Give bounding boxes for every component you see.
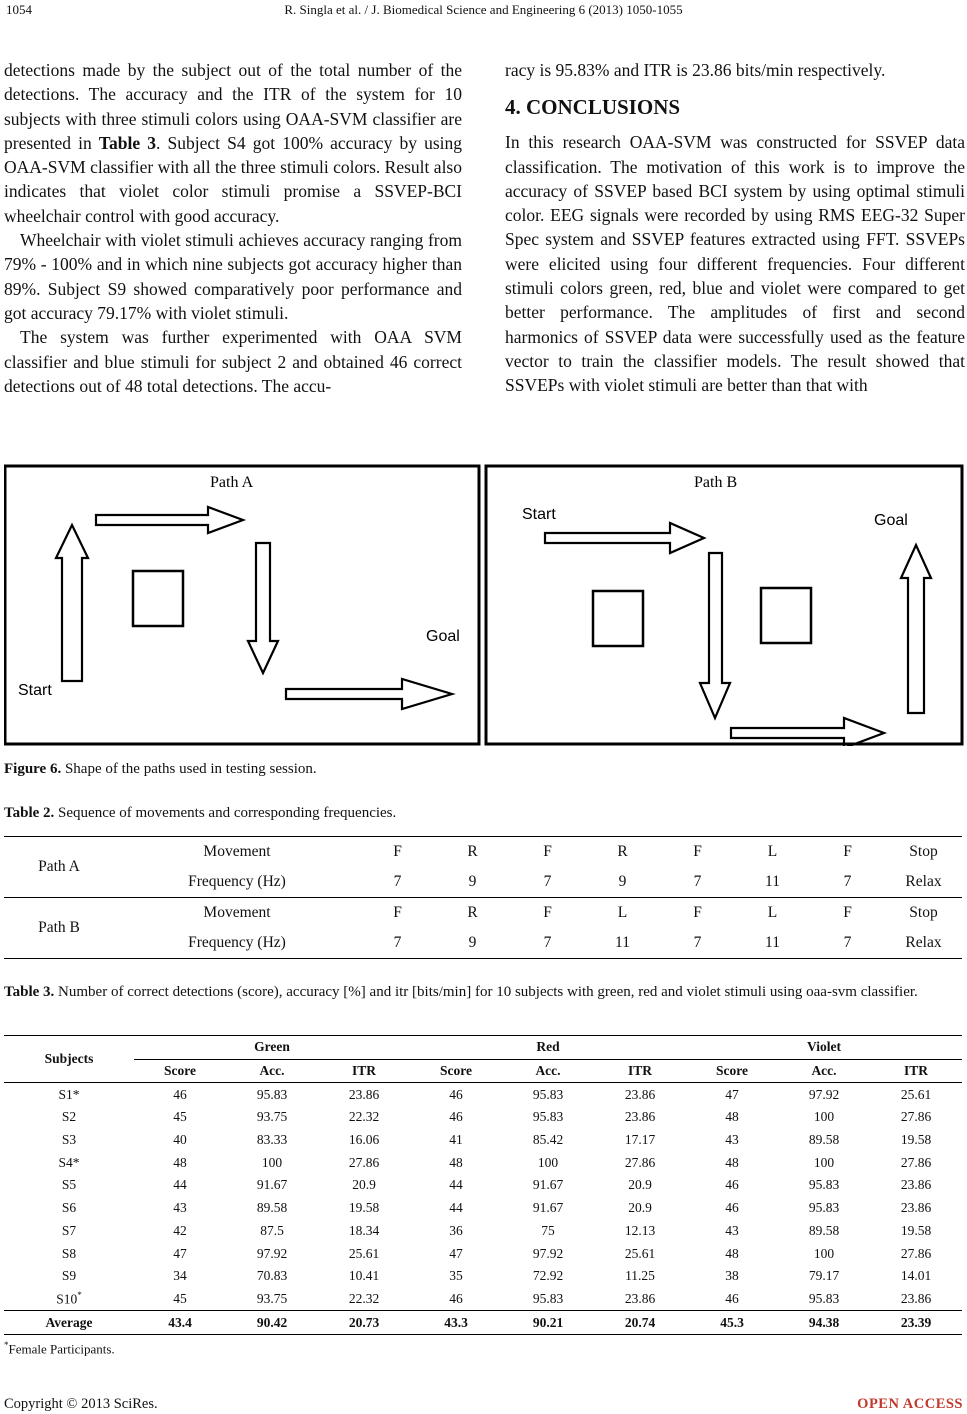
table-cell: Relax [885,928,962,959]
arrow-up-icon [56,525,88,681]
column-header: Score [410,1059,502,1083]
table-cell: 46 [725,1200,739,1216]
arrow-right-icon [545,523,704,553]
table-cell: 79.17 [808,1268,840,1284]
table-cell: Relax [885,867,962,898]
table-cell: 12.13 [624,1222,656,1238]
table-cell: 23.39 [870,1311,962,1335]
table-cell: Stop [885,837,962,868]
table-cell: 47 [449,1245,463,1261]
group-header: Green [134,1036,410,1060]
running-head: R. Singla et al. / J. Biomedical Science and Engineering 6 (2013) 1050-1055 [284,2,683,17]
paragraph: racy is 95.83% and ITR is 23.86 bits/min respectively. [505,60,886,80]
table-cell: 27.86 [900,1154,932,1170]
table-cell: 90.21 [502,1311,594,1335]
column-header: ITR [318,1059,410,1083]
table-cell: 27.86 [900,1245,932,1261]
table-cell: 34 [173,1268,187,1284]
table-cell: 44 [449,1200,463,1216]
page-header [0,0,967,22]
table-cell: L [735,837,810,868]
subject-cell [4,1288,134,1311]
subject-id: S9 [61,1268,77,1284]
table-row [4,928,962,959]
right-column [505,58,965,398]
table-cell: 11 [585,928,660,959]
paragraph: In this research OAA-SVM was constructed for SSVEP data classification. The motivation of this work is to improve the accuracy of SSVEP based BCI system by using optimal stimuli color. EEG signals were recorded by using RMS EEG-32 Super Spec system and SSVEP features extracted using FFT. SSVEPs were elicited using four different frequencies. Four different stimuli colors green, red, blue and violet were compared to get better performance. The amplitudes of first and second harmonics of SSVEP data were successfully used as the feature vector to train the classifier models. The result showed that SSVEPs with violet stimuli are better than that with [505,132,965,396]
subject-cell [4,1129,134,1152]
table-row [4,1129,962,1152]
table-cell: 20.9 [352,1177,376,1193]
subject-cell [4,1265,134,1288]
table-cell: 20.74 [594,1311,686,1335]
table-cell: 25.61 [900,1086,932,1102]
table-cell: Stop [909,904,938,921]
caption-text: Number of correct detections (score), accuracy [%] and itr [bits/min] for 10 subjects with green, red and violet stimuli using oaa-svm classifier. [54,984,918,1000]
table-cell: 36 [449,1222,463,1238]
table-cell: 9 [435,867,510,898]
table-cell: 90.42 [226,1311,318,1335]
table-cell: 91.67 [532,1177,564,1193]
table-3 [4,1035,962,1335]
table-cell: L [767,904,778,921]
table-cell: 46 [173,1086,187,1102]
caption-text: Sequence of movements and corresponding frequencies. [54,805,397,821]
path-cell: Path B [4,898,114,959]
table-cell: 9 [585,867,660,898]
arrow-right-icon [286,679,452,709]
table-cell: 7 [510,867,585,898]
footnote-marker: * [4,1340,9,1350]
caption-label: Table 2. [4,805,55,821]
table-cell: 23.86 [348,1086,380,1102]
table-cell: 43 [725,1222,739,1238]
table-cell: 20.73 [318,1311,410,1335]
subject-cell [4,1220,134,1243]
footnote [4,1340,115,1357]
table-cell: 95.83 [808,1200,840,1216]
table-cell: 95.83 [808,1177,840,1193]
row-label: Movement [114,837,360,868]
table-cell: R [585,837,660,868]
table-cell: 45 [173,1109,187,1125]
table-cell: F [843,904,852,921]
column-header: Acc. [502,1059,594,1083]
table-row [4,837,962,868]
column-header: Score [134,1059,226,1083]
table-cell: 46 [725,1290,739,1306]
table-cell: 70.83 [256,1268,288,1284]
table-cell: 48 [449,1154,463,1170]
table-row [4,898,962,929]
table-row [4,1151,962,1174]
table-cell: F [810,837,885,868]
figure-caption [4,761,317,778]
table-cell: 43 [725,1132,739,1148]
table-row [4,1197,962,1220]
table-cell: 44 [173,1177,187,1193]
table-cell: 100 [813,1109,835,1125]
table-row [4,1265,962,1288]
table-cell: 91.67 [256,1177,288,1193]
table-cell: 45.3 [686,1311,778,1335]
table-cell: 22.32 [348,1290,380,1306]
table-cell: 85.42 [532,1132,564,1148]
table-cell: 95.83 [256,1086,288,1102]
table-cell: 91.67 [532,1200,564,1216]
table-cell: 95.83 [808,1290,840,1306]
table-cell: 27.86 [900,1109,932,1125]
table-cell: 95.83 [532,1086,564,1102]
row-label: Frequency (Hz) [114,928,360,959]
table-cell: 11 [735,867,810,898]
subject-cell [4,1106,134,1129]
table-cell: 11 [735,928,810,959]
table-body [4,1083,962,1311]
table-cell: 42 [173,1222,187,1238]
row-label: Frequency (Hz) [114,867,360,898]
subject-id: S7 [61,1222,77,1238]
table-cell: 100 [813,1245,835,1261]
table-cell: 47 [725,1086,739,1102]
path-b-start-label: Start [522,506,556,523]
caption-label: Table 3. [4,984,55,1000]
subject-cell [4,1174,134,1197]
table-cell: 83.33 [256,1132,288,1148]
table-cell: R [467,904,478,921]
table-cell: 23.86 [624,1290,656,1306]
open-access-badge[interactable]: OPEN ACCESS [857,1396,963,1412]
table-cell: F [510,837,585,868]
table-cell: 93.75 [256,1290,288,1306]
path-a-start-label: Start [18,682,52,699]
table-cell: 23.86 [624,1109,656,1125]
table-cell: 22.32 [348,1109,380,1125]
average-row [4,1311,962,1335]
table-row [4,1083,962,1106]
path-diagram [4,463,964,746]
path-b-label: Path B [694,474,738,491]
table-cell: 10.41 [348,1268,380,1284]
path-b-goal-label: Goal [874,512,908,529]
table-cell: 72.92 [532,1268,564,1284]
table-cell: 43.4 [134,1311,226,1335]
table-cell: 19.58 [348,1200,380,1216]
section-title: 4. CONCLUSIONS [505,95,681,120]
left-column [4,58,462,398]
subject-id: S5 [61,1177,77,1193]
arrow-down-icon [248,543,278,673]
table-cell: 7 [360,867,435,898]
table-cell: 27.86 [624,1154,656,1170]
table-cell: 23.86 [900,1290,932,1306]
arrow-down-icon [700,553,730,718]
column-header: ITR [870,1059,962,1083]
subject-cell [4,1242,134,1265]
table-cell: 93.75 [256,1109,288,1125]
column-header: Acc. [778,1059,870,1083]
table-cell: 46 [449,1086,463,1102]
table-cell: 23.86 [900,1177,932,1193]
table-cell: 19.58 [900,1132,932,1148]
table-cell: 20.9 [628,1177,652,1193]
arrow-right-icon [96,507,243,533]
table-cell: 46 [449,1290,463,1306]
table-2 [4,836,962,959]
paragraph-text: . Subject S4 got 100% accuracy by using OAA-SVM classifier with all the three stimuli colors. Result also indicates that violet color stimuli promise a SSVEP-BCI wheelchair control with good accuracy. [4,132,462,226]
subject-cell [4,1197,134,1220]
subject-cell [4,1151,134,1174]
table-row [4,1174,962,1197]
obstacle-square [133,571,183,626]
paragraph [4,58,462,228]
table-cell: 7 [660,928,735,959]
table-cell: 100 [261,1154,283,1170]
table-cell: L [617,904,628,921]
page-number: 1054 [6,2,32,17]
table-reference-link[interactable]: Table 3 [98,132,156,153]
table-cell: R [435,837,510,868]
table-cell: 89.58 [256,1200,288,1216]
arrow-right-icon [731,718,884,746]
footnote-marker: * [77,1290,82,1301]
table-cell: 14.01 [900,1268,932,1284]
table-cell: 27.86 [348,1154,380,1170]
table-cell: 41 [449,1132,463,1148]
table-cell: 40 [173,1132,187,1148]
table-cell: 23.86 [624,1086,656,1102]
table-cell: 43.3 [410,1311,502,1335]
table-cell: 11.25 [625,1268,655,1284]
table-cell: 48 [725,1154,739,1170]
table-cell: 19.58 [900,1222,932,1238]
arrow-up-icon [901,545,931,713]
table-cell: F [360,837,435,868]
table-cell: 20.9 [628,1200,652,1216]
subject-cell [4,1083,134,1106]
table-cell: 100 [537,1154,559,1170]
table-cell: 9 [435,928,510,959]
path-a-panel [5,466,479,744]
column-header: Score [686,1059,778,1083]
table-cell: 75 [541,1222,555,1238]
figure-6 [4,463,964,746]
table-cell: 47 [173,1245,187,1261]
table-cell: 95.83 [532,1290,564,1306]
table-cell: 48 [725,1109,739,1125]
table-cell: 48 [725,1245,739,1261]
table-row [4,867,962,898]
subject-id: S1* [58,1086,80,1102]
table-row [4,1288,962,1311]
path-b-panel [486,466,962,746]
subject-id: S4* [58,1154,80,1170]
table-cell: 7 [660,867,735,898]
table-cell: 16.06 [348,1132,380,1148]
footnote-text: Female Participants. [8,1341,115,1357]
table-cell: 89.58 [808,1132,840,1148]
subject-id: S8 [61,1245,77,1261]
table-cell: 46 [725,1177,739,1193]
table-cell: 7 [510,928,585,959]
table-cell: 46 [449,1109,463,1125]
table-cell: 38 [725,1268,739,1284]
group-header: Red [410,1036,686,1060]
table-cell: 87.5 [260,1222,284,1238]
table-cell: 7 [810,928,885,959]
column-header: Acc. [226,1059,318,1083]
obstacle-square [593,591,643,646]
table-cell: 18.34 [348,1222,380,1238]
path-cell: Path A [4,837,114,898]
subject-id: S10 [56,1291,78,1307]
table-cell: 89.58 [808,1222,840,1238]
table-cell: F [543,904,552,921]
paragraph-text: detections made by the subject out of the total number of the detections. The accuracy and the ITR of the system for 10 subjects with three stimuli colors using OAA-SVM classifier are presented in [4,60,462,153]
table-cell: 97.92 [808,1086,840,1102]
table-row [4,1106,962,1129]
column-header: Subjects [4,1036,134,1083]
table-cell: 97.92 [532,1245,564,1261]
table2-caption [4,805,396,822]
table-cell: 94.38 [778,1311,870,1335]
table-cell: 97.92 [256,1245,288,1261]
table-cell: 25.61 [348,1245,380,1261]
table-cell: 44 [449,1177,463,1193]
table-cell: 7 [360,928,435,959]
paragraph: Wheelchair with violet stimuli achieves accuracy ranging from 79% - 100% and in which nine subjects got accuracy higher than 89%. Subject S9 showed comparatively poor performance and got accuracy 79.17% with violet stimuli. [4,230,462,323]
subject-id: S6 [61,1200,77,1216]
subject-id: S2 [61,1109,77,1125]
table-cell: 48 [173,1154,187,1170]
path-a-label: Path A [210,474,254,491]
table3-caption [4,983,964,1001]
table-cell: 7 [810,867,885,898]
table-header-row [4,1059,962,1083]
table-cell: F [660,837,735,868]
row-label: Movement [203,904,271,921]
table-cell: 17.17 [624,1132,656,1148]
caption-label: Figure 6. [4,761,62,777]
table-cell: 35 [449,1268,463,1284]
paragraph: The system was further experimented with OAA SVM classifier and blue stimuli for subject 2 and obtained 46 correct detections out of 48 total detections. The accu- [4,327,462,396]
table-cell: 100 [813,1154,835,1170]
subject-id: S3 [61,1132,77,1148]
table-cell: 25.61 [624,1245,656,1261]
path-a-goal-label: Goal [426,628,460,645]
row-label: Average [4,1311,134,1335]
table-cell: F [393,904,402,921]
caption-text: Shape of the paths used in testing session. [61,761,317,777]
group-header: Violet [686,1036,962,1060]
table-cell: F [693,904,702,921]
column-header: ITR [594,1059,686,1083]
table-cell: 43 [173,1200,187,1216]
table-cell: 95.83 [532,1109,564,1125]
table-cell: 45 [173,1290,187,1306]
table-row [4,1220,962,1243]
table-row [4,1242,962,1265]
copyright: Copyright © 2013 SciRes. [4,1396,158,1412]
obstacle-square [761,588,811,643]
table-cell: 23.86 [900,1200,932,1216]
table-header-row [4,1036,962,1060]
